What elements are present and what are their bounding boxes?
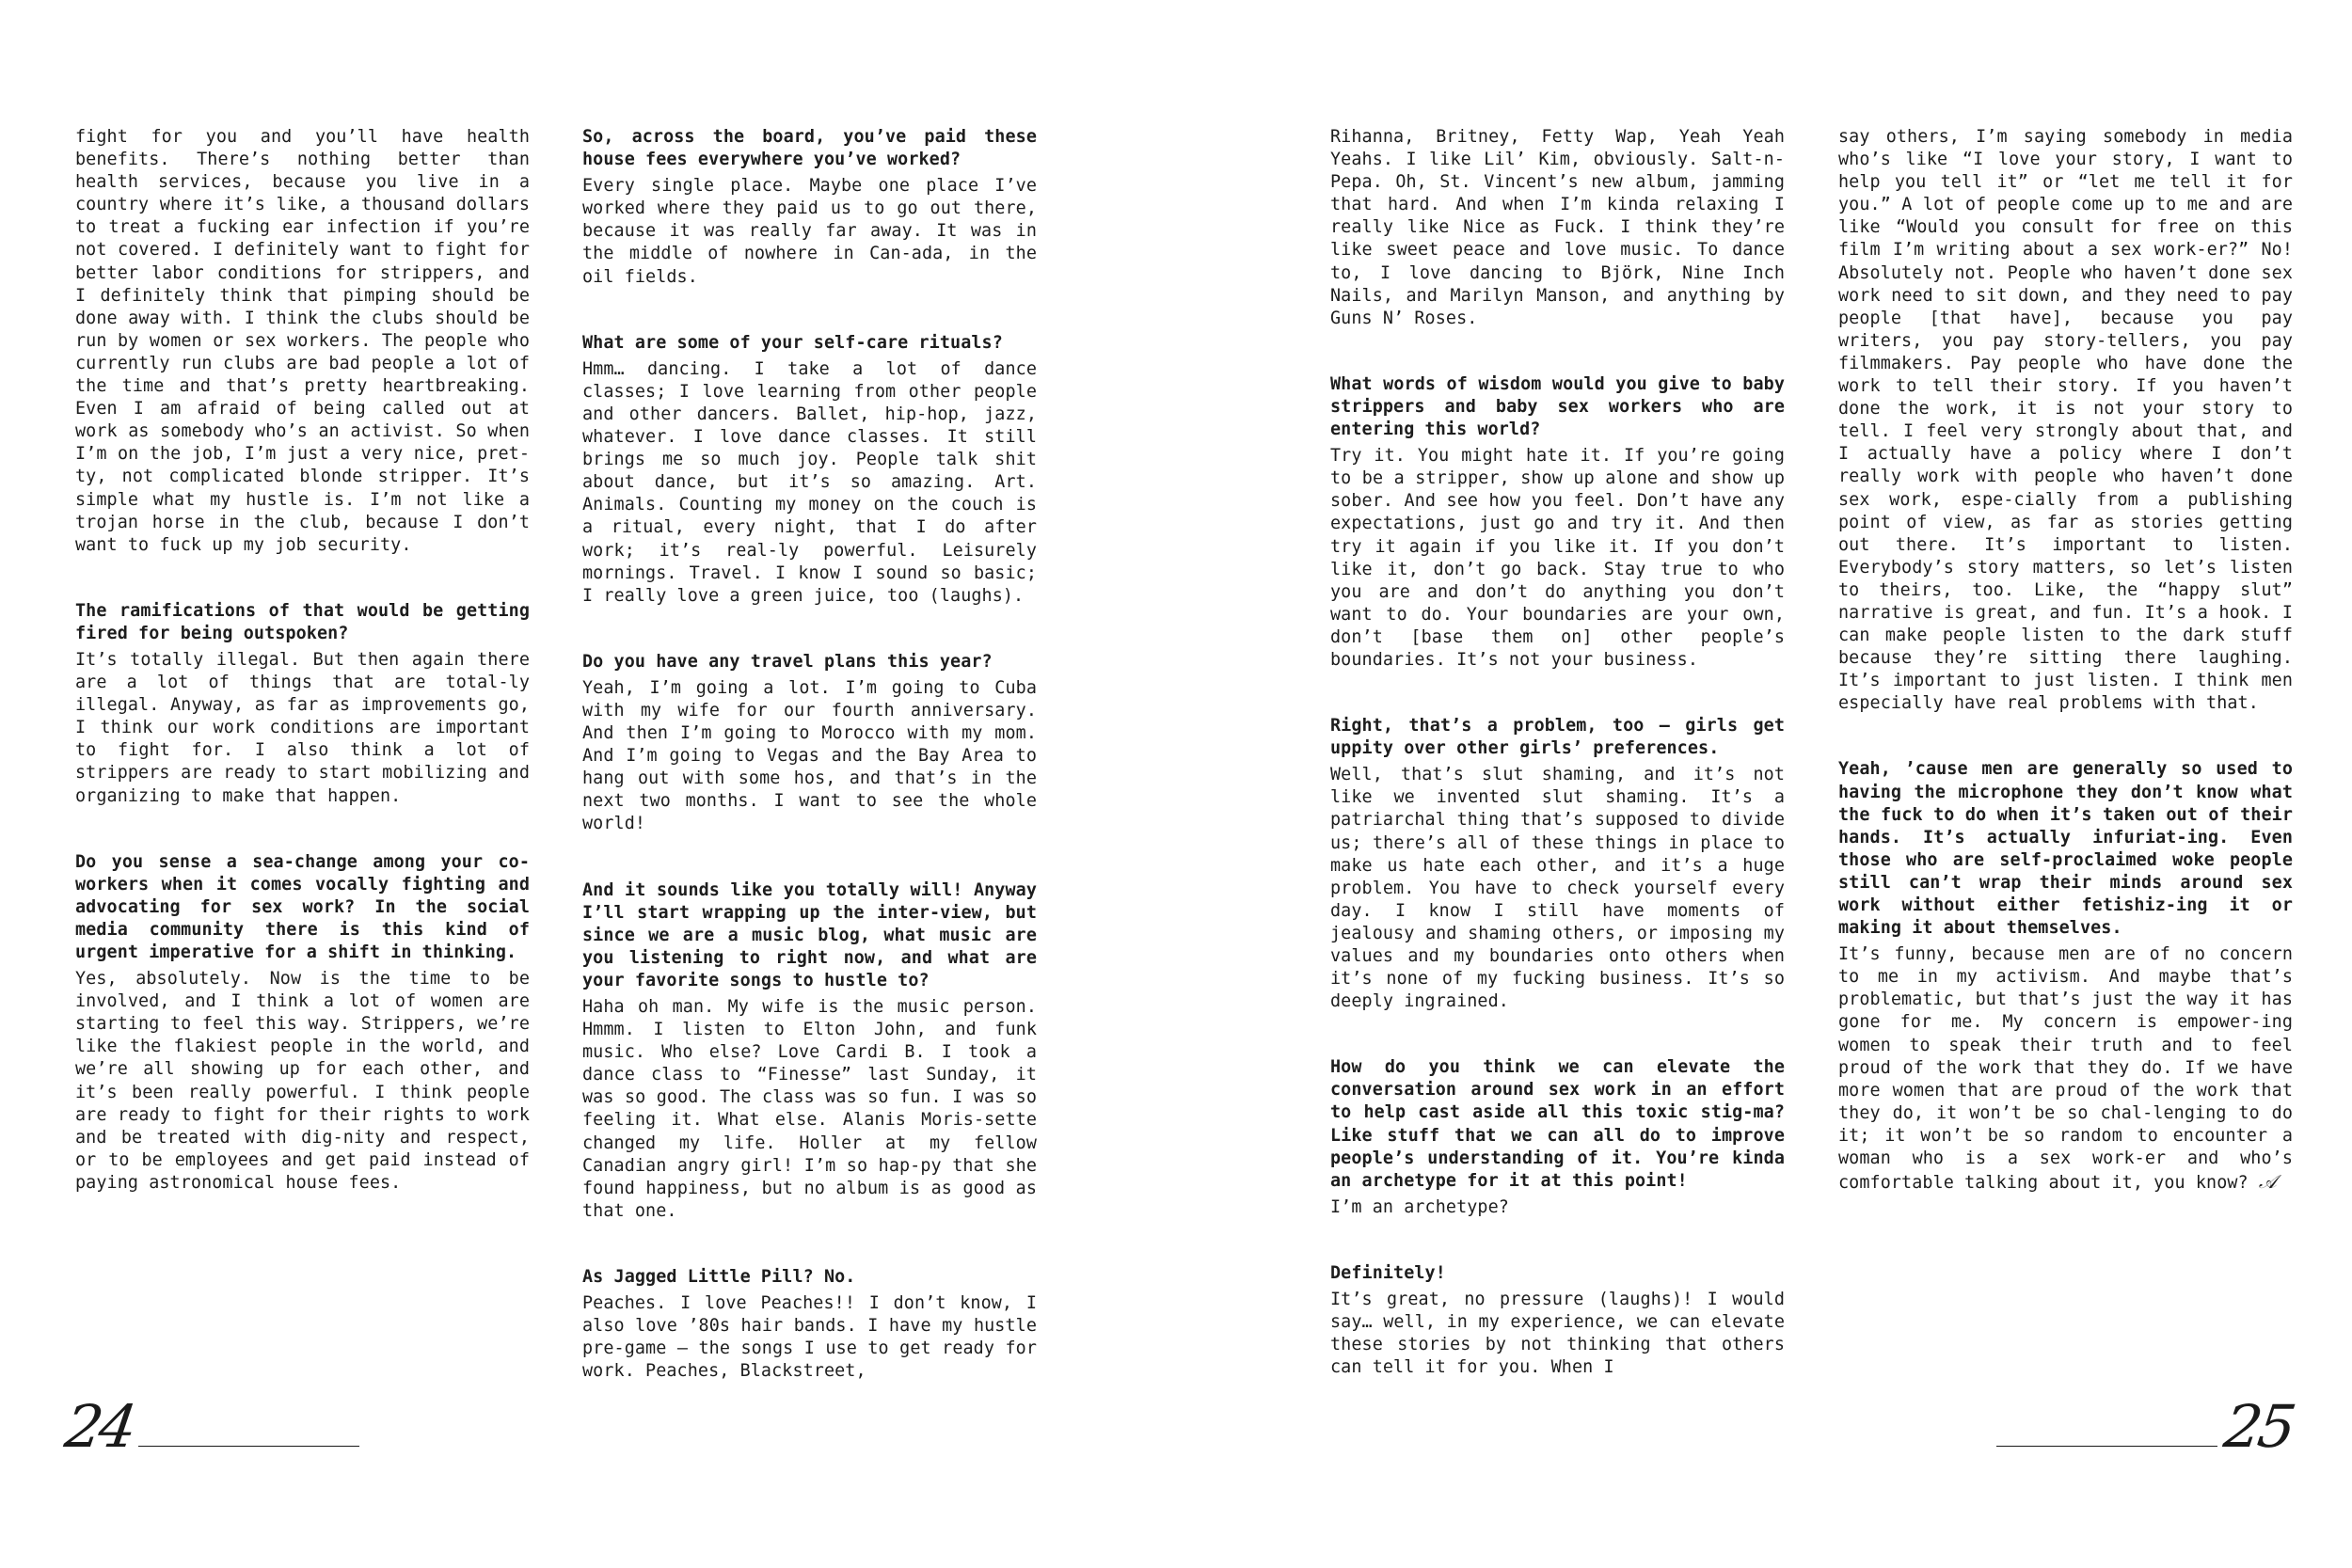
column-3	[1330, 126, 1785, 1379]
column-1	[75, 126, 530, 1195]
interview-answer: Try it. You might hate it. If you’re going to be a stripper, show up alone and show up sober. And see how you feel. Don’t have any expectations, just go and try it. And then try it again if you like it. If you don’t like it, don’t go back. Stay true to who you are and don’t do anything you don’t want to do. Your boundaries are your own, don’t [base them on] other people’s boundaries. It’s not your business.	[1330, 446, 1785, 670]
interview-question: Do you have any travel plans this year?	[582, 651, 993, 672]
interview-answer: Yes, absolutely. Now is the time to be involved, and I think a lot of women are starting to feel this way. Strippers, we’re like the flakiest people in the world, and we’re all showing up for each other, and it’s been really powerful. I think people are ready to fight for their rights to work and be treated with dig-nity and respect, or to be employees and get paid instead of paying astronomical house fees.	[75, 969, 530, 1193]
interview-question: Yeah, ’cause men are generally so used to having the microphone they don’t know what the fuck to do when it’s taken out of their hands. It’s actually infuriat-ing. Even those who are self-proclaimed woke people still can’t wrap their minds around sex work without either fetishiz-ing it or making it about themselves.	[1838, 759, 2293, 939]
page-number-25: 25	[2219, 1392, 2297, 1461]
interview-question: How do you think we can elevate the conversation around sex work in an effort to help cast aside all this toxic stig-ma? Like stuff that we can all do to improve people’s understanding of it. You’re kinda an archetype for it at this point!	[1330, 1057, 1785, 1191]
interview-answer: Well, that’s slut shaming, and it’s not like we invented slut shaming. It’s a patriarchal thing that’s supposed to divide us; there’s all of these things in place to make us hate each other, and it’s a huge problem. You have to check yourself every day. I know I still have moments of jealousy and shaming others, or imposing my values and my boundaries onto others when it’s none of my fucking business. It’s so deeply ingrained.	[1330, 765, 1785, 1012]
column-2	[582, 126, 1037, 1383]
interview-question: Do you sense a sea-change among your co-workers when it comes vocally fighting and advocating for sex work? In the social media community there is this kind of urgent imperative for a shift in thinking.	[75, 851, 530, 962]
page-number-left	[60, 1390, 359, 1461]
folio-rule-right	[1996, 1446, 2217, 1447]
page-number-right	[1996, 1390, 2297, 1461]
interview-answer: Rihanna, Britney, Fetty Wap, Yeah Yeah Yeahs. I like Lil’ Kim, obviously. Salt-n-Pepa. Oh, St. Vincent’s new album, jamming that hard. And when I’m kinda relaxing I really like Nice as Fuck. I think they’re like sweet peace and love music. To dance to, I love dancing to Björk, Nine Inch Nails, and Marilyn Manson, and anything by Guns N’ Roses.	[1330, 127, 1785, 328]
interview-question: The ramifications of that would be getting fired for being outspoken?	[75, 600, 530, 643]
interview-question: Definitely!	[1330, 1262, 1446, 1283]
interview-question: And it sounds like you totally will! Anyway I’ll start wrapping up the inter-view, but since we are a music blog, what music are you listening to right now, and what are your favorite songs to hustle to?	[582, 879, 1037, 990]
interview-answer: I’m an archetype?	[1330, 1196, 1509, 1217]
interview-answer: say others, I’m saying somebody in media who’s like “I love your story, I want to help you tell it” or “let me tell it for you.” A lot of people come up to me and are like “Would you consult for free on this film I’m writing about a sex work-er?” No! Absolutely not. People who haven’t done sex work need to sit down, and they need to pay people [that have], because you pay writers, you pay story-tellers, you pay filmmakers. Pay people who have done the work to tell their story. If you haven’t done the work, it is not your story to tell. I feel very strongly about that, and I actually have a policy where I don’t really work with people who haven’t done sex work, espe-cially from a publishing point of view, as far as stories getting out there. It’s important to listen. Everybody’s story matters, so let’s listen to theirs, too. Like, the “happy slut” narrative is great, and fun. It’s a hook. I can make people listen to the dark stuff because they’re sitting there laughing. It’s important to just listen. I think men especially have real problems with that.	[1838, 127, 2293, 714]
interview-answer: It’s totally illegal. But then again there are a lot of things that are total-ly illegal. Anyway, as far as improvements go, I think our work conditions are important to fight for. I also think a lot of strippers are ready to start mobilizing and organizing to make that happen.	[75, 649, 530, 806]
interview-question: As Jagged Little Pill? No.	[582, 1266, 856, 1287]
folio-rule-left	[138, 1446, 359, 1447]
interview-question: Right, that’s a problem, too – girls get uppity over other girls’ preferences.	[1330, 716, 1785, 759]
interview-question: So, across the board, you’ve paid these house fees everywhere you’ve worked?	[582, 127, 1037, 170]
interview-answer: Haha oh man. My wife is the music person. Hmmm. I listen to Elton John, and funk music. Who else? Love Cardi B. I took a dance class to “Finesse” last Sunday, it was so good. The class was so fun. I was so feeling it. What else. Alanis Moris-sette changed my life. Holler at my fellow Canadian angry girl! I’m so hap-py that she found happiness, but no album is as good as that one.	[582, 997, 1037, 1221]
page-number-24: 24	[60, 1392, 138, 1461]
interview-answer: fight for you and you’ll have health benefits. There’s nothing better than health services, because you live in a country where it’s like, a thousand dollars to treat a fucking ear infection if you’re not covered. I definitely want to fight for better labor conditions for strippers, and I definitely think that pimping should be done away with. I think the clubs should be run by women or sex workers. The people who currently run clubs are bad people a lot of the time and that’s pretty heartbreaking. Even I am afraid of being called out at work as somebody who’s an activist. So when I’m on the job, I’m just a very nice, pret-ty, not complicated blonde stripper. It’s simple what my hustle is. I’m not like a trojan horse in the club, because I don’t want to fuck up my job security.	[75, 127, 530, 555]
interview-answer: Peaches. I love Peaches!! I don’t know, I also love ’80s hair bands. I have my hustle pre-game – the songs I use to get ready for work. Peaches, Blackstreet,	[582, 1293, 1037, 1382]
interview-answer: Yeah, I’m going a lot. I’m going to Cuba with my wife for our fourth anniversary. And then I’m going to Morocco with my mom. And I’m going to Vegas and the Bay Area to hang out with some hos, and that’s in the next two months. I want to see the whole world!	[582, 677, 1037, 834]
interview-answer: It’s great, no pressure (laughs)! I would say… well, in my experience, we can elevate these stories by not thinking that others can tell it for you. When I	[1330, 1290, 1785, 1378]
interview-question: What words of wisdom would you give to baby strippers and baby sex workers who are entering this world?	[1330, 373, 1785, 440]
interview-question: What are some of your self-care rituals?	[582, 332, 1003, 353]
end-of-article-mark: 𝒜	[2258, 1170, 2277, 1194]
interview-answer: It’s funny, because men are of no concern to me in my activism. And maybe that’s problematic, but that’s just the way it has gone for me. My concern is empower-ing women to speak their truth and to feel proud of the work that they do. If we have more women that are proud of the work that they do, it won’t be so chal-lenging to do it; it won’t be so random to encounter a woman who is a sex work-er and who’s comfortable talking about it, you know? 𝒜	[1838, 944, 2293, 1194]
interview-answer: Hmm… dancing. I take a lot of dance classes; I love learning from other people and other dancers. Ballet, hip-hop, jazz, whatever. I love dance classes. It still brings me so much joy. People talk shit about dance, but it’s so amazing. Art. Animals. Counting my money on the couch is a ritual, every night, that I do after work; it’s real-ly powerful. Leisurely mornings. Travel. I know I sound so basic; I really love a green juice, too (laughs).	[582, 358, 1037, 606]
column-4	[1838, 126, 2293, 1195]
right-page	[1176, 0, 2352, 1568]
interview-answer: Every single place. Maybe one place I’ve worked where they paid us to go out there, because it was really far away. It was in the middle of nowhere in Can-ada, in the oil fields.	[582, 176, 1037, 287]
